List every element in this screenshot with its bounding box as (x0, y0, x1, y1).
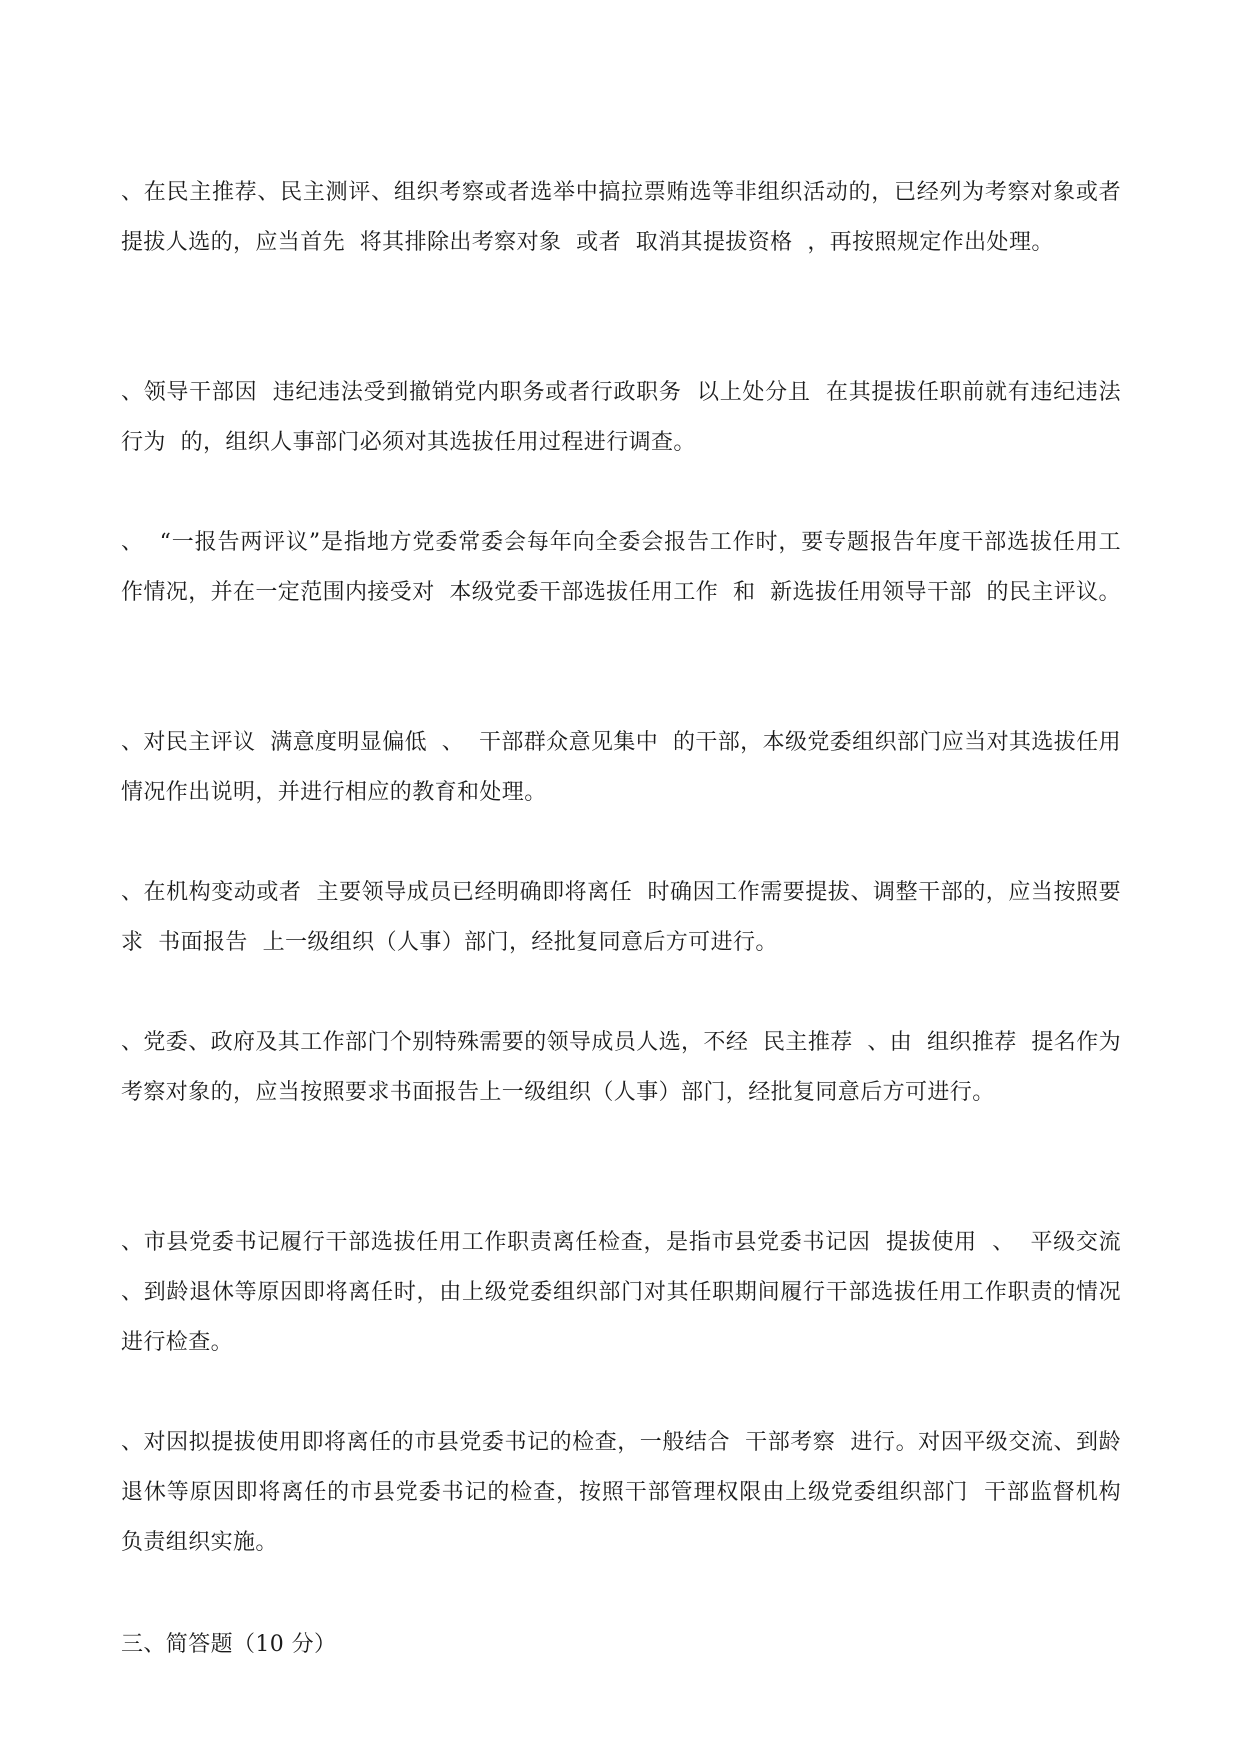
fill-blank-item-8: 、对因拟提拔使用即将离任的市县党委书记的检查，一般结合 干部考察 进行。对因平级交流、到龄退休等原因即将离任的市县党委书记的检查，按照干部管理权限由上级党委组织部门 干部监督机构 负责组织实施。 (121, 1430, 1136, 1555)
fill-blank-item-4: 、对民主评议 满意度明显偏低 、 干部群众意见集中 的干部，本级党委组织部门应当对其选拔任用情况作出说明，并进行相应的教育和处理。 (121, 730, 1121, 805)
fill-blank-item-6: 、党委、政府及其工作部门个别特殊需要的领导成员人选，不经 民主推荐 、由 组织推荐 提名作为考察对象的，应当按照要求书面报告上一级组织（人事）部门，经批复同意后方可进行。 (121, 1030, 1121, 1105)
fill-blank-item-3: 、 “一报告两评议”是指地方党委常委会每年向全委会报告工作时，要专题报告年度干部选拔任用工作情况，并在一定范围内接受对 本级党委干部选拔任用工作 和 新选拔任用领导干部 的民主评议。 (121, 530, 1121, 605)
section-heading: 三、简答题（10 分） (121, 1632, 337, 1657)
fill-blank-item-1: 、在民主推荐、民主测评、组织考察或者选举中搞拉票贿选等非组织活动的，已经列为考察对象或者提拔人选的，应当首先 将其排除出考察对象 或者 取消其提拔资格 ，再按照规定作出处理。 (121, 180, 1121, 255)
fill-blank-item-2: 、领导干部因 违纪违法受到撤销党内职务或者行政职务 以上处分且 在其提拔任职前就有违纪违法行为 的，组织人事部门必须对其选拔任用过程进行调查。 (121, 380, 1121, 455)
fill-blank-item-5: 、在机构变动或者 主要领导成员已经明确即将离任 时确因工作需要提拔、调整干部的，应当按照要求 书面报告 上一级组织（人事）部门，经批复同意后方可进行。 (121, 880, 1121, 955)
fill-blank-item-7: 、市县党委书记履行干部选拔任用工作职责离任检查，是指市县党委书记因 提拔使用 、 平级交流 、到龄退休等原因即将离任时，由上级党委组织部门对其任职期间履行干部选拔任用工作职责的情况进行检查。 (121, 1230, 1136, 1355)
